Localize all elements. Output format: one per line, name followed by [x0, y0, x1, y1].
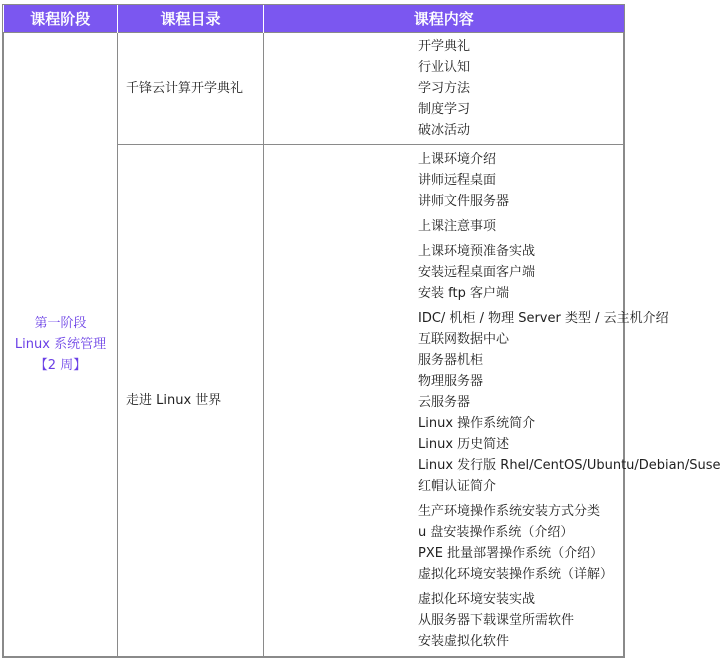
- list-item: 讲师远程桌面: [418, 173, 497, 188]
- directory-cell: 千锋云计算开学典礼: [118, 33, 264, 145]
- stage-duration: 【2 周】: [34, 358, 87, 373]
- list-item: 行业认知: [418, 60, 471, 75]
- curriculum-table: [2, 4, 721, 658]
- list-item: 安装虚拟化软件: [418, 634, 510, 649]
- list-item: PXE 批量部署操作系统（介绍）: [418, 546, 604, 561]
- header-content: 课程内容: [264, 5, 624, 33]
- directory-cell: 走进 Linux 世界: [118, 145, 264, 657]
- list-item: 生产环境操作系统安装方式分类: [418, 504, 601, 519]
- list-item: 从服务器下载课堂所需软件: [418, 613, 575, 628]
- list-item: 上课注意事项: [418, 219, 497, 234]
- list-item: 互联网数据中心: [418, 332, 510, 347]
- header-stage: 课程阶段: [4, 5, 118, 33]
- list-item: Linux 发行版 Rhel/CentOS/Ubuntu/Debian/Suse: [418, 458, 721, 473]
- stage-cell: [4, 33, 118, 657]
- list-item: 安装远程桌面客户端: [418, 265, 536, 280]
- content-cell: [264, 145, 721, 657]
- table-row: [4, 33, 624, 145]
- stage-topic: Linux 系统管理: [14, 337, 107, 352]
- list-item: 服务器机柜: [418, 353, 484, 368]
- list-item: Linux 操作系统简介: [418, 416, 536, 431]
- content-list: [418, 146, 721, 655]
- content-cell: [264, 33, 624, 145]
- header-directory: 课程目录: [118, 5, 264, 33]
- list-item: 学习方法: [418, 81, 471, 96]
- list-item: 讲师文件服务器: [418, 194, 510, 209]
- content-list: [418, 33, 623, 144]
- list-item: Linux 历史简述: [418, 437, 510, 452]
- list-item: 开学典礼: [418, 39, 471, 54]
- list-item: 红帽认证简介: [418, 479, 497, 494]
- list-item: 安装 ftp 客户端: [418, 286, 509, 301]
- list-item: IDC/ 机柜 / 物理 Server 类型 / 云主机介绍: [418, 311, 669, 326]
- list-item: 虚拟化环境安装操作系统（详解）: [418, 567, 614, 582]
- list-item: 上课环境介绍: [418, 152, 497, 167]
- stage-name: 第一阶段: [34, 316, 87, 331]
- list-item: 云服务器: [418, 395, 471, 410]
- list-item: u 盘安装操作系统（介绍）: [418, 525, 574, 540]
- list-item: 虚拟化环境安装实战: [418, 592, 536, 607]
- header-row: [4, 5, 624, 33]
- list-item: 上课环境预准备实战: [418, 244, 536, 259]
- list-item: 破冰活动: [418, 123, 471, 138]
- list-item: 制度学习: [418, 102, 471, 117]
- list-item: 物理服务器: [418, 374, 484, 389]
